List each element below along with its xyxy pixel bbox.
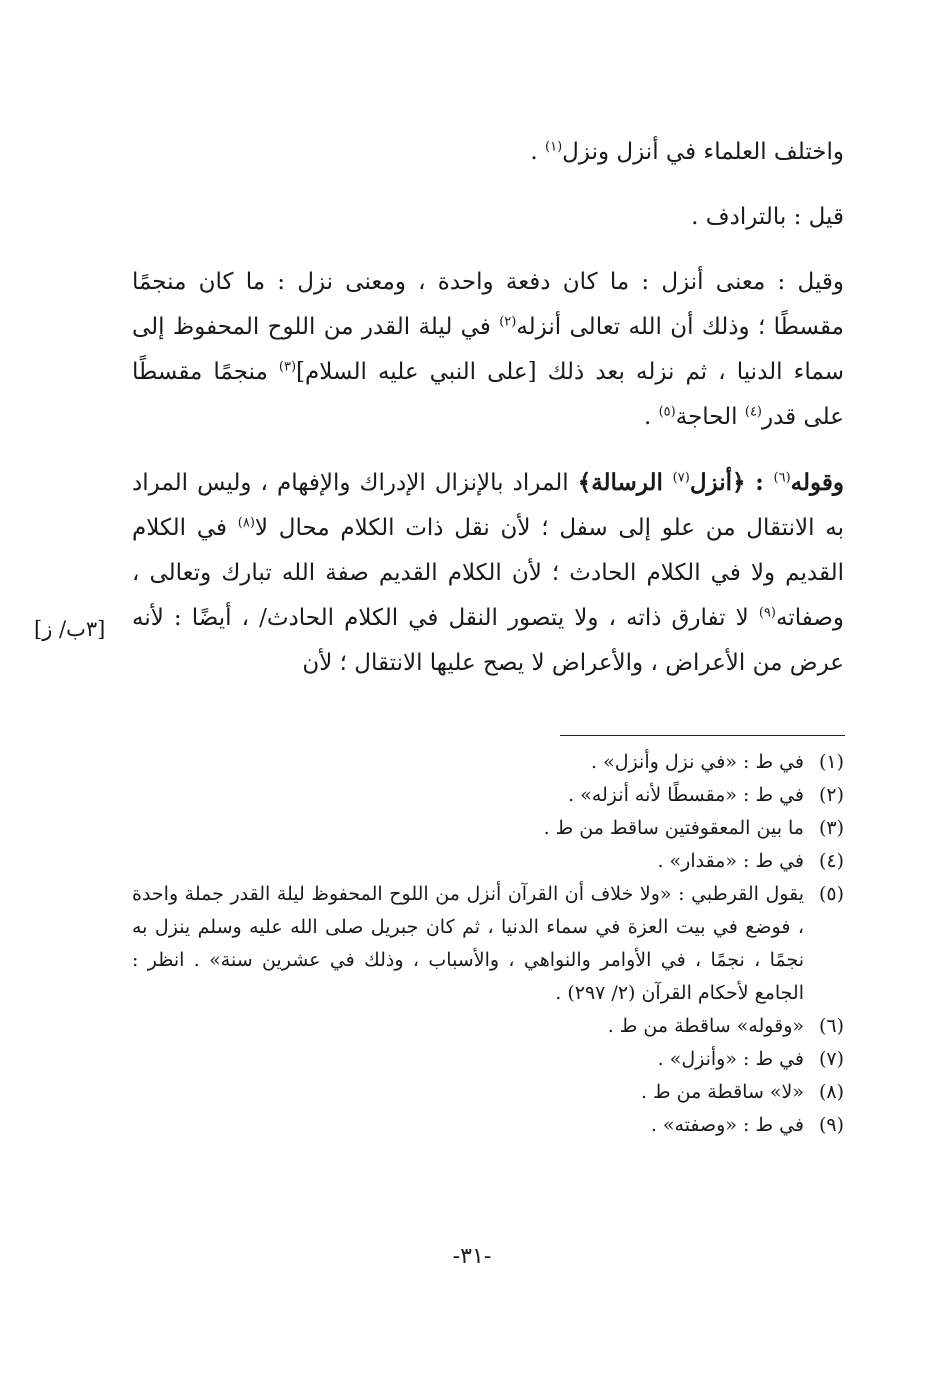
- footnote-item: [132, 1010, 844, 1043]
- footnote-text: ما بين المعقوفتين ساقط من ط .: [543, 817, 804, 839]
- footnote-number: (٤): [818, 850, 844, 872]
- paragraph-4: [132, 460, 844, 686]
- footnote-item: [132, 779, 844, 812]
- paragraph-text: لا تفارق ذاته ، ولا يتصور النقل في الكلام الحادث/ ، أيضًا : لأنه عرض من الأعراض ، والأعراض لا يصح عليها الانتقال ؛ لأن: [132, 605, 844, 676]
- footnote-ref-1: (١): [545, 139, 563, 155]
- footnote-item: [132, 1043, 844, 1076]
- footnote-ref-2: (٢): [499, 314, 517, 330]
- footnote-number: (١): [818, 751, 844, 773]
- footnote-ref-9: (٩): [758, 605, 776, 621]
- footnote-ref-3: (٣): [278, 359, 297, 375]
- footnote-number: (٩): [818, 1114, 844, 1136]
- footnote-ref-6: (٦): [773, 470, 791, 486]
- quoted-verse: الرسالة﴾: [577, 469, 673, 496]
- footnote-ref-8: (٨): [237, 515, 255, 531]
- paragraph-2: [132, 195, 844, 240]
- paragraph-text: وقيل : معنى أنزل : ما كان دفعة واحدة ، ومعنى نزل : ما كان منجمًا مقسطًا ؛ وذلك أن الله تعالى أنزله: [132, 269, 844, 340]
- main-text: [132, 130, 844, 701]
- footnote-item: [132, 812, 844, 845]
- footnote-ref-4: (٤): [744, 404, 762, 420]
- manuscript-folio-marker: [٣ب/ ز]: [34, 617, 106, 641]
- paragraph-text: الحاجة: [675, 404, 745, 430]
- footnote-item: [132, 1109, 844, 1142]
- paragraph-text: في ليلة القدر من اللوح المحفوظ إلى سماء الدنيا ، ثم نزله بعد ذلك [على النبي عليه السلام]: [132, 314, 844, 385]
- footnote-item: [132, 845, 844, 878]
- footnote-item: [132, 878, 844, 1010]
- paragraph-1: [132, 130, 844, 175]
- paragraph-text: المراد بالإنزال الإدراك والإفهام ، وليس المراد به الانتقال من علو إلى سفل ؛ لأن نقل ذات الكلام محال لا: [132, 470, 844, 541]
- footnote-text: في ط : «وصفته» .: [650, 1114, 804, 1136]
- footnote-text: في ط : «في نزل وأنزل» .: [591, 751, 804, 773]
- paragraph-text: منجمًا مقسطًا على قدر: [132, 359, 844, 430]
- paragraph-text: .: [530, 139, 546, 165]
- footnote-number: (٣): [818, 817, 844, 839]
- footnote-item: [132, 1076, 844, 1109]
- page-number: -٣١-: [452, 1244, 492, 1269]
- footnote-text: في ط : «وأنزل» .: [657, 1048, 804, 1070]
- footnote-number: (٢): [818, 784, 844, 806]
- footnote-item: [132, 746, 844, 779]
- footnote-text: يقول القرطبي : «ولا خلاف أن القرآن أنزل من اللوح المحفوظ ليلة القدر جملة واحدة ، فوضع في بيت العزة في سماء الدنيا ، ثم كان جبريل صلى الله عليه وسلم ينزل به نجمًا ، نجمًا ، في الأوامر والنواهي ، والأسباب ، وذلك في عشرين سنة» . انظر : الجامع لأحكام القرآن (٢/ ٢٩٧) .: [132, 883, 804, 1004]
- paragraph-text: قيل : بالترادف .: [691, 204, 844, 230]
- footnote-number: (٨): [818, 1081, 844, 1103]
- paragraph-text: .: [643, 404, 659, 430]
- footnote-separator: [560, 735, 845, 736]
- footnote-text: «وقوله» ساقطة من ط .: [607, 1015, 804, 1037]
- footnote-ref-7: (٧): [672, 470, 690, 486]
- footnote-text: في ط : «مقدار» .: [657, 850, 804, 872]
- paragraph-text: في الكلام القديم ولا في الكلام الحادث ؛ لأن الكلام القديم صفة الله تبارك وتعالى ، وصفاته: [132, 515, 844, 631]
- paragraph-3: [132, 260, 844, 440]
- footnote-number: (٥): [818, 883, 844, 905]
- footnote-number: (٦): [818, 1015, 844, 1037]
- footnotes: [132, 746, 844, 1142]
- footnote-text: «لا» ساقطة من ط .: [640, 1081, 804, 1103]
- footnote-text: في ط : «مقسطًا لأنه أنزله» .: [568, 784, 804, 806]
- bold-term: وقوله: [790, 469, 844, 496]
- footnote-number: (٧): [818, 1048, 844, 1070]
- footnote-ref-5: (٥): [658, 404, 676, 420]
- paragraph-text: واختلف العلماء في أنزل ونزل: [562, 139, 844, 165]
- quoted-verse: : ﴿أنزل: [689, 469, 774, 496]
